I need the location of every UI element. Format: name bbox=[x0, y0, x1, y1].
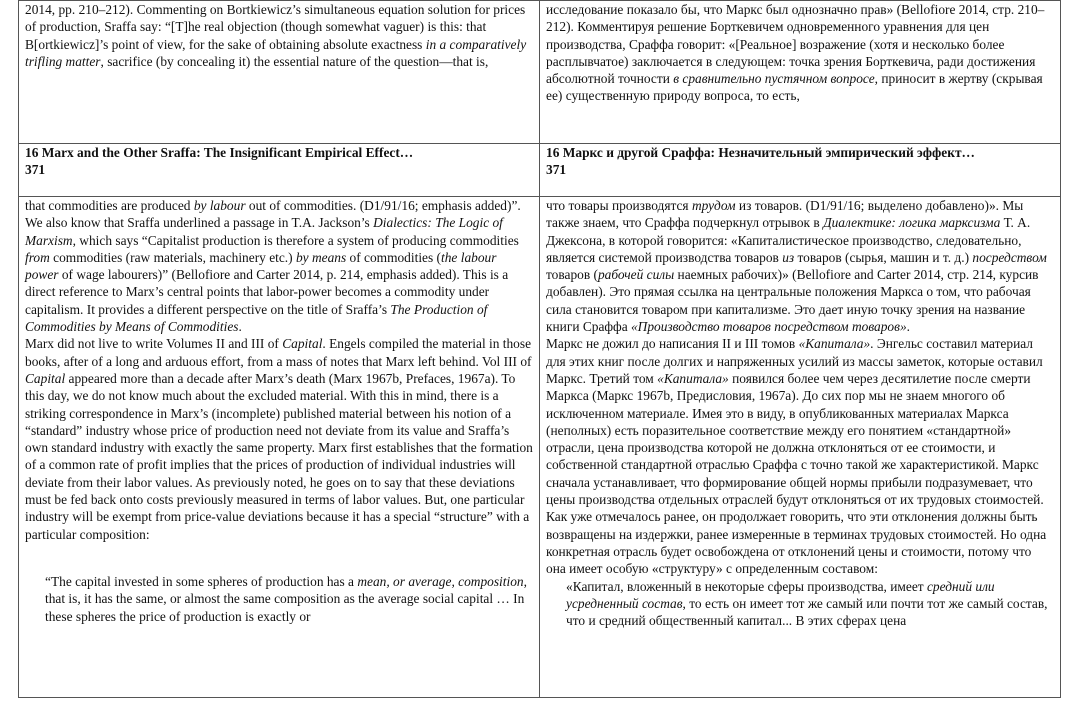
text-run: , приносит в жертву (скрывая ее) существенную природу вопроса, то есть, bbox=[546, 71, 1043, 104]
text-run: наемных рабочих)» (Bellofiore and Carter 2014, стр. 214, курсив добавлен). Это прямая ссылка на центральные положения Маркса о том, что рабочая сила становится товаром при капитализме. Это дает иную точку зрения на название книги Сраффа bbox=[546, 267, 1039, 335]
text-run: товаров (сырья, машин и т. д.) bbox=[794, 249, 973, 265]
text-run: out of commodities. (D1/91/16; emphasis added)”. We also know that Sraffa underlined a passage in T.A. Jackson’s bbox=[25, 198, 521, 231]
italic-run: by means bbox=[295, 249, 347, 265]
text-run: appeared more than a decade after Marx’s death (Marx 1967b, Prefaces, 1967a). To this day, we do not know much about the excluded material. With this in mind, there is a striking correspondence in Marx’s (incomplete) published material between his notion of a “standard” industry whose price of production need not deviate from its value and Sraffa’s own standard industry with exactly the same property. Marx first establishes that the formation of a common rate of profit implies that the prices of production of individual industries will deviate from their labor values. As previously noted, he goes on to say that these deviations must be fed back onto costs previously measured in terms of labor values. But, one particular industry will be exempt from price-value deviations because it has a special “structure” with a particular composition: bbox=[25, 370, 533, 542]
text-run: that commodities are produced bbox=[25, 198, 194, 213]
russian-cell-top bbox=[540, 1, 1061, 144]
russian-cell-body bbox=[540, 197, 1061, 698]
text-run: , то есть он имеет тот же самый или почти тот же самый состав, что и средний общественный капитал... В этих сферах цена bbox=[566, 595, 1048, 629]
text-run: исследование показало бы, что Маркс был однозначно прав» (Bellofiore 2014, стр. 210–212). Комментируя решение Борткевичем одновременного уравнения для цен производства, Сраффа говорит: «[Реальное] возражение (хотя и несколько более расплывчатое) заключается в следующем: точка зрения Борткевича, ради достижения абсолютной точности bbox=[546, 2, 1045, 87]
text-run: что товары производятся bbox=[546, 198, 692, 213]
italic-run: mean, or average, composition bbox=[357, 573, 524, 589]
table-row bbox=[19, 197, 1061, 698]
english-cell-top bbox=[19, 1, 540, 144]
text-run: «Капитал, вложенный в некоторые сферы производства, имеет bbox=[566, 578, 927, 594]
english-block-quote bbox=[25, 543, 533, 625]
russian-top-paragraph bbox=[546, 1, 1054, 105]
text-run: “The capital invested in some spheres of production has a bbox=[45, 573, 358, 589]
italic-run: «Капитала» bbox=[798, 336, 871, 352]
english-paragraph-2 bbox=[25, 335, 533, 543]
text-run: . Энгельс составил материал для этих книг после долгих и напряженных усилий из массы заметок, которые оставил Маркс. Третий том bbox=[546, 336, 1043, 386]
english-cell-heading bbox=[19, 144, 540, 197]
italic-run: from bbox=[25, 249, 50, 265]
italic-run: The Production of Commodities by Means of Commodities bbox=[25, 301, 488, 335]
english-paragraph-1 bbox=[25, 197, 533, 335]
italic-run: посредством bbox=[972, 249, 1047, 265]
russian-paragraph-1 bbox=[546, 197, 1054, 335]
italic-run: the labour power bbox=[25, 249, 497, 283]
text-run: commodities (raw materials, machinery etc.) bbox=[49, 249, 296, 265]
italic-run: Dialectics: The Logic of Marxism bbox=[25, 215, 503, 248]
russian-page-number: 371 bbox=[546, 162, 567, 178]
italic-run: Capital bbox=[25, 370, 66, 386]
italic-run: «Производство товаров посредством товаров» bbox=[630, 319, 907, 335]
text-run: , sacrifice (by concealing it) the essential nature of the question—that is, bbox=[100, 53, 489, 69]
italic-run: трудом bbox=[691, 198, 736, 213]
text-run: появился более чем через десятилетие после смерти Маркса (Маркс 1967b, Предисловия, 1967a). До сих пор мы не знаем многого об исключенном материале. Имея это в виду, в опубликованных материалах Маркса (неполных) есть поразительное соответствие между его понятием «стандартной» отрасли, цена производства которой не должна отклоняться от ее стоимости, и собственной стандартной отраслью Сраффа с точно такой же характеристикой. Маркс сначала устанавливает, что формирование общей нормы прибыли подразумевает, что цены производства отдельных отраслей будут отклоняться от их трудовых стоимостей. Как уже отмечалось ранее, он продолжает говорить, что эти отклонения должны быть возвращены на издержки, ранее измеренные в терминах трудовых стоимостей. Но одна конкретная отрасль будет освобождена от отклонений цены и стоимости, потому что она имеет особую «структуру» с определенным составом: bbox=[546, 370, 1047, 577]
english-top-paragraph bbox=[25, 1, 533, 70]
text-run: , that is, it has the same, or almost the same composition as the average social capital … In these spheres the price of production is exactly or bbox=[45, 573, 527, 624]
italic-run: из bbox=[782, 249, 795, 265]
russian-paragraph-2 bbox=[546, 335, 1054, 577]
bilingual-document bbox=[18, 0, 1058, 725]
text-run: Маркс не дожил до написания II и III томов bbox=[546, 336, 799, 352]
translation-table bbox=[18, 0, 1061, 698]
italic-run: by labour bbox=[193, 198, 246, 213]
italic-run: in a comparatively trifling matter bbox=[25, 36, 527, 69]
text-run: Т. А. Джексона, в которой говорится: «Капиталистическое производство, следовательно, является системой производства товаров bbox=[546, 215, 1031, 265]
russian-running-heading: 16 Маркс и другой Сраффа: Незначительный эмпирический эффект… bbox=[546, 145, 975, 160]
text-run: of commodities ( bbox=[346, 249, 442, 265]
text-run: из товаров. (D1/91/16; выделено добавлено)». Мы также знаем, что Сраффа подчеркнул отрывок в bbox=[546, 198, 1024, 231]
text-run: . bbox=[906, 319, 910, 335]
text-run: . Engels compiled the material in those books, after of a long and arduous effort, from a mass of notes that Marx left behind. Vol III of bbox=[25, 336, 532, 369]
text-run: , which says “Capitalist production is therefore a system of producing commodities bbox=[72, 232, 519, 248]
table-row bbox=[19, 1, 1061, 144]
table-row bbox=[19, 144, 1061, 197]
russian-cell-heading bbox=[540, 144, 1061, 197]
italic-run: Capital bbox=[282, 336, 323, 352]
italic-run: Диалектике: логика марксизма bbox=[823, 215, 1001, 231]
english-running-heading: 16 Marx and the Other Sraffa: The Insignificant Empirical Effect… bbox=[25, 145, 414, 160]
italic-run: «Капитала» bbox=[657, 370, 729, 386]
text-run: товаров ( bbox=[546, 267, 598, 283]
text-run: of wage labourers)” (Bellofiore and Carter 2014, p. 214, emphasis added). This is a direct reference to Marx’s central points that labor-power becomes a commodity under capitalism. It provides a different perspective on the title of Sraffa’s bbox=[25, 267, 509, 317]
text-run: . bbox=[238, 319, 242, 335]
english-cell-body bbox=[19, 197, 540, 698]
italic-run: в сравнительно пустячном вопросе bbox=[673, 71, 875, 87]
italic-run: средний или усредненный состав bbox=[566, 578, 995, 611]
russian-block-quote bbox=[546, 578, 1054, 630]
text-run: 2014, pp. 210–212). Commenting on Bortkiewicz’s simultaneous equation solution for prices of production, Sraffa say: “[T]he real objection (though somewhat vaguer) is this: that B[ortkiewicz]’s point of view, for the sake of obtaining absolute exactness bbox=[25, 2, 526, 52]
italic-run: рабочей силы bbox=[597, 267, 675, 283]
english-page-number: 371 bbox=[25, 162, 46, 178]
text-run: Marx did not live to write Volumes II and III of bbox=[25, 336, 283, 352]
